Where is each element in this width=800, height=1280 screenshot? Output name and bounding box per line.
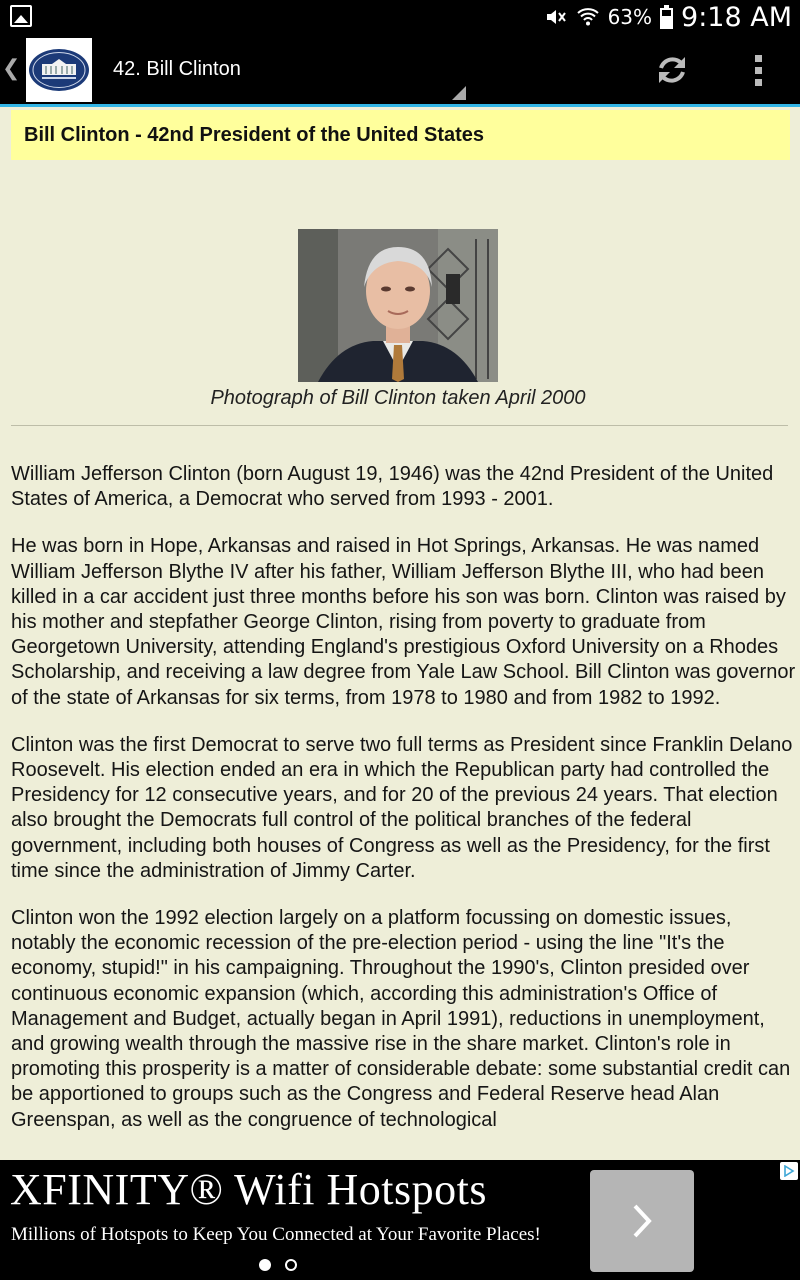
refresh-button[interactable] (650, 50, 694, 90)
article-paragraph: He was born in Hope, Arkansas and raised in Hot Springs, Arkansas. He was named William Jefferson Blythe IV after his father, William Jefferson Blythe III, who had been killed in a car accident just three months before his son was born. Clinton was raised by his mother and stepfather George Clinton, rising from poverty to graduate from Georgetown University, attending England's prestigious Oxford University on a Rhodes Scholarship, and receiving a law degree from Yale Law School. Bill Clinton was governor of the state of Arkansas for six terms, from 1978 to 1980 and from 1982 to 1992. (11, 535, 796, 709)
action-bar (0, 34, 800, 104)
white-house-logo[interactable] (26, 38, 92, 102)
ad-banner[interactable] (0, 1160, 800, 1280)
ad-subtitle[interactable]: Millions of Hotspots to Keep You Connected at Your Favorite Places! (11, 1224, 541, 1245)
ad-pager (259, 1259, 297, 1271)
president-photo (298, 229, 498, 382)
status-bar (0, 0, 800, 34)
page-title[interactable]: 42. Bill Clinton (113, 58, 241, 80)
overflow-menu-icon (755, 55, 762, 62)
photo-caption: Photograph of Bill Clinton taken April 2000 (210, 387, 586, 409)
refresh-icon (655, 53, 689, 87)
article-paragraph: William Jefferson Clinton (born August 19, 1946) was the 42nd President of the United States of America, a Democrat who served from 1993 - 2001. (11, 463, 774, 511)
spinner-indicator-icon[interactable] (452, 86, 466, 100)
mute-icon (544, 5, 568, 29)
pager-dot-active[interactable] (259, 1259, 271, 1271)
chevron-right-icon (627, 1201, 657, 1241)
article-paragraph: Clinton won the 1992 election largely on a platform focussing on domestic issues, notably the economic recession of the pre-election period - using the line "It's the economy, stupid!" in his campaigning. Throughout the 1990's, Clinton presided over continuous economic expansion (which, according this administration's Office of Management and Budget, actually began in April 1991), reductions in unemployment, and growing wealth through the massive rise in the share market. Clinton's role in promoting this prosperity is a matter of considerable debate: some substantial credit can be apportioned to groups such as the Congress and Federal Reserve head Alan Greenspan, as well as the congruence of technological (11, 907, 791, 1131)
adchoices-icon[interactable] (780, 1162, 798, 1180)
gallery-icon (10, 5, 32, 27)
clock: 9:18 AM (681, 1, 792, 33)
article-paragraph: Clinton was the first Democrat to serve two full terms as President since Franklin Delano Roosevelt. His election ended an era in which the Republican party had controlled the Presidency for 12 consecutive years, and for 20 of the previous 24 years. That election also brought the Democrats full control of the political branches of the federal government, including both houses of Congress as well as the Presidency, for the first time since the administration of Jimmy Carter. (11, 733, 793, 882)
article-body (11, 462, 796, 1155)
divider (11, 425, 788, 426)
article-view[interactable] (0, 107, 800, 1160)
ad-title[interactable]: XFINITY® Wifi Hotspots (10, 1165, 487, 1214)
pager-dot[interactable] (285, 1259, 297, 1271)
overflow-menu-button[interactable] (740, 50, 776, 90)
ad-open-button[interactable] (590, 1170, 694, 1272)
battery-percent: 63% (607, 5, 653, 29)
article-header: Bill Clinton - 42nd President of the United States (11, 110, 790, 160)
back-caret-icon[interactable]: ❮ (2, 56, 21, 81)
battery-icon (660, 5, 673, 29)
status-icons (544, 0, 792, 34)
wifi-icon (576, 5, 600, 29)
